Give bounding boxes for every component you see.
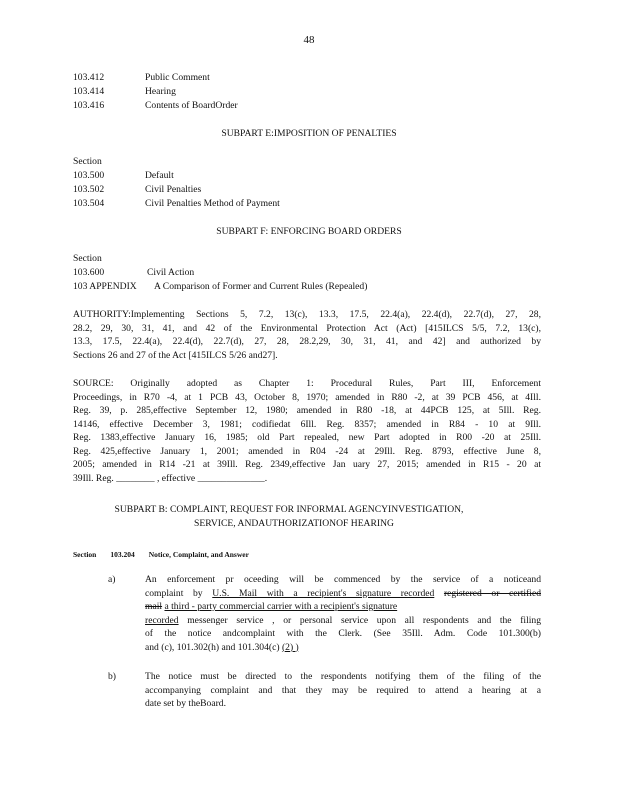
text-line — [145, 587, 541, 601]
blank-field: ________ — [116, 472, 155, 484]
source-line: Reg. 1383,effective January 16, 1985; old Part repealed, new Part adopted in R00 -20 at 25Ill. — [73, 432, 541, 443]
toc-title: Civil Penalties — [145, 184, 202, 195]
text-line — [145, 641, 541, 655]
source-line: Proceedings, in R70 -4, at 1 PCB 43, October 8, 1970; amended in R80 -2, at 39 PCB 456, at 4Ill. — [73, 391, 541, 403]
text-line — [145, 600, 541, 614]
toc-row — [73, 197, 280, 211]
section-heading-label: Section — [73, 550, 97, 559]
source-line: SOURCE: Originally adopted as Chapter 1: Procedural Rules, Part III, Enforcement — [73, 378, 541, 389]
toc-row — [73, 280, 367, 294]
toc-number: 103.504 — [73, 198, 105, 209]
toc-row — [73, 85, 176, 99]
toc-title: Default — [145, 170, 174, 181]
subpart-b-heading-line1: SUBPART B: COMPLAINT, REQUEST FOR INFORMAL AGENCYINVESTIGATION, — [114, 504, 464, 515]
toc-title: Civil Action — [147, 267, 195, 278]
text-line: of the notice andcomplaint with the Clerk. (See 35Ill. Adm. Code 101.300(b) — [145, 628, 541, 639]
text-run: and (c), 101.302(h) and 101.304(c) — [145, 641, 280, 653]
subpart-f-heading: SUBPART F: ENFORCING BOARD ORDERS — [216, 226, 402, 237]
blank-field: ______________ — [197, 472, 265, 484]
inserted-text: recorded — [145, 614, 179, 626]
authority-line: Sections 26 and 27 of the Act [415ILCS 5/26 and27]. — [73, 349, 278, 361]
toc-title: Public Comment — [145, 72, 210, 83]
text-run: complaint by — [145, 587, 203, 599]
inserted-text: (2) ) — [281, 641, 299, 653]
subsection-label: b) — [108, 671, 116, 682]
section-label: Section — [73, 156, 102, 167]
toc-title: Contents of BoardOrder — [145, 100, 238, 111]
toc-number: 103.502 — [73, 184, 105, 195]
text-line: The notice must be directed to the respondents notifying them of the filing of the — [145, 671, 541, 682]
source-line: Reg. 39, p. 285,effective September 12, 1980; amended in R80 -18, at 44PCB 125, at 5Ill. Reg. — [73, 405, 541, 416]
source-paragraph — [73, 377, 541, 485]
inserted-text: U.S. Mail with a recipient's signature recorded — [212, 587, 435, 599]
source-text: 39Ill. Reg. — [73, 472, 114, 484]
toc-row — [73, 183, 201, 197]
section-label: Section — [73, 253, 102, 264]
text-line — [145, 614, 541, 628]
toc-title: Civil Penalties Method of Payment — [145, 198, 280, 209]
toc-row — [73, 71, 210, 85]
subsection-label: a) — [108, 574, 116, 585]
deleted-text: registered or certified — [443, 587, 541, 599]
toc-number: 103.500 — [73, 170, 105, 181]
deleted-text: mail — [145, 601, 163, 612]
subsection-text — [145, 573, 541, 654]
section-heading-title: Notice, Complaint, and Answer — [148, 550, 249, 559]
toc-title: Hearing — [145, 86, 176, 97]
inserted-text: a third - party commercial carrier with a recipient's signature — [164, 601, 398, 612]
text-run: messenger service , or personal service upon all respondents and the filing — [187, 614, 541, 626]
authority-line: AUTHORITY:Implementing Sections 5, 7.2, 13(c), 13.3, 17.5, 22.4(a), 22.4(d), 22.7(d), 27, 28, — [73, 309, 541, 320]
toc-number: 103.414 — [73, 86, 105, 97]
section-heading-number: 103.204 — [110, 550, 135, 559]
section-heading — [73, 548, 263, 562]
authority-line: 28.2, 29, 30, 31, 41, and 42 of the Environmental Protection Act (Act) [415ILCS 5/5, 7.2, 13(c), — [73, 322, 541, 334]
subsection-text — [145, 670, 541, 711]
toc-number: 103.412 — [73, 72, 105, 83]
subpart-b-heading-line2: SERVICE, ANDAUTHORIZATIONOF HEARING — [194, 518, 394, 529]
text-line: An enforcement pr oceeding will be commenced by the service of a noticeand — [145, 574, 541, 585]
text-line: date set by theBoard. — [145, 698, 226, 709]
source-line: 14146, effective December 3, 1981; codifiedat 6Ill. Reg. 8357; amended in R84 - 10 at 9Ill. — [73, 418, 541, 430]
source-text: , effective — [156, 472, 196, 484]
toc-number: 103.600 — [73, 267, 105, 278]
toc-row — [73, 266, 194, 280]
source-line: 2005; amended in R14 -21 at 39Ill. Reg. 2349,effective Jan uary 27, 2015; amended in R15 - 20 at — [73, 459, 541, 470]
authority-paragraph — [73, 308, 541, 362]
subpart-e-heading: SUBPART E:IMPOSITION OF PENALTIES — [221, 128, 397, 139]
toc-row — [73, 99, 238, 113]
page-number: 48 — [303, 34, 315, 46]
toc-number: 103.416 — [73, 100, 105, 111]
toc-row — [73, 169, 174, 183]
source-line — [73, 472, 541, 486]
toc-number: 103 APPENDIX — [73, 281, 137, 292]
authority-line: 13.3, 17.5, 22.4(a), 22.4(d), 22.7(d), 27, 28, 28.2,29, 30, 31, 41, and 42] and authorized by — [73, 336, 541, 347]
toc-title: A Comparison of Former and Current Rules (Repealed) — [154, 281, 368, 292]
source-text: . — [264, 472, 268, 484]
source-line: Reg. 425,effective January 1, 2001; amended in R04 -24 at 29Ill. Reg. 8793, effective June 8, — [73, 445, 541, 457]
text-line: accompanying complaint and that they may be required to attend a hearing at a — [145, 684, 541, 696]
